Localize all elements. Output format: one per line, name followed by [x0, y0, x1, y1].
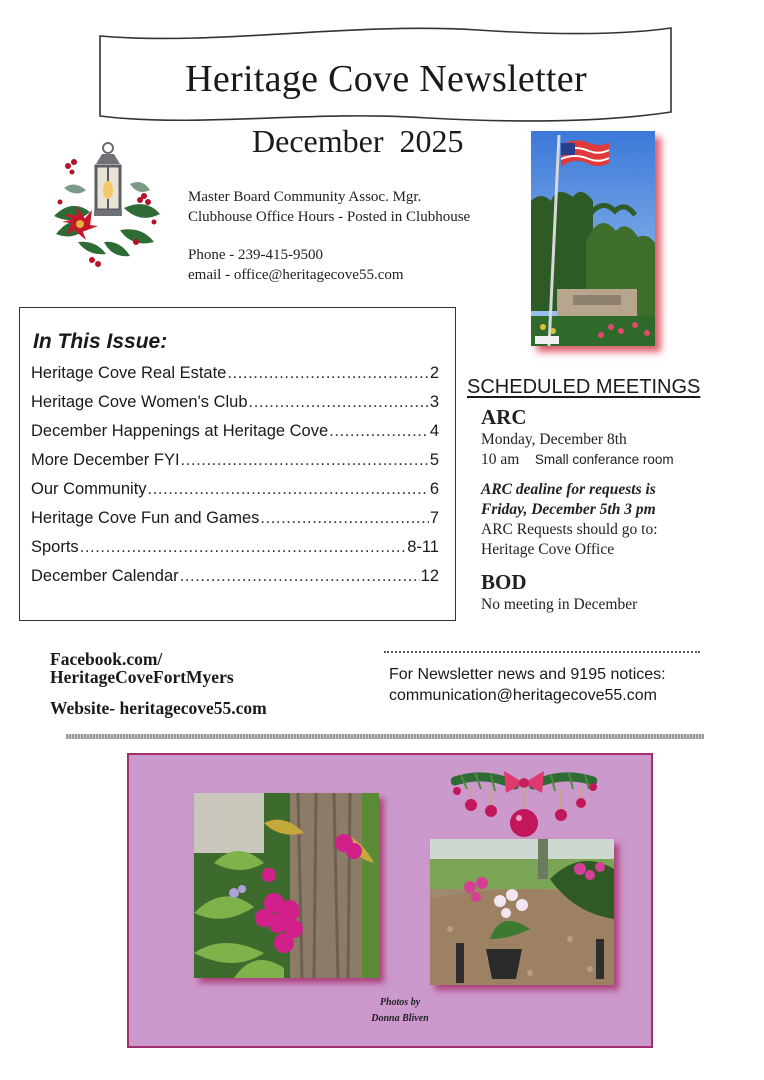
toc-item	[31, 393, 439, 415]
toc-item-title: Heritage Cove Fun and Games	[31, 509, 260, 527]
toc-item-page: 8-11	[407, 538, 439, 556]
arc-time: 10 am	[481, 451, 520, 468]
toc-item-page: 3	[429, 393, 439, 411]
toc-item-page: 7	[429, 509, 439, 527]
toc-item-title: More December FYI	[31, 451, 180, 469]
toc-item-title: December Calendar	[31, 567, 179, 585]
toc-item-title: December Happenings at Heritage Cove	[31, 422, 329, 440]
arc-requests: ARC Requests should go to:	[481, 521, 658, 538]
newsletter-banner	[98, 24, 674, 130]
newsletter-title: Heritage Cove Newsletter	[185, 58, 587, 100]
toc-item	[31, 364, 439, 386]
newsletter-notice-text: For Newsletter news and 9195 notices:	[389, 666, 666, 683]
toc-leader-dots	[227, 364, 428, 383]
contact-hours: Clubhouse Office Hours - Posted in Clubhouse	[188, 209, 471, 225]
arc-deadline: ARC dealine for requests is	[481, 481, 656, 498]
arc-date: Monday, December 8th	[481, 431, 627, 448]
arc-time-room	[481, 450, 674, 470]
toc-leader-dots	[249, 393, 429, 412]
toc-item-page: 6	[429, 480, 439, 498]
facebook-link[interactable]	[50, 650, 234, 686]
toc-item-page: 4	[429, 422, 439, 440]
arc-title: ARC	[481, 405, 527, 429]
section-divider	[66, 734, 704, 739]
toc-item	[31, 567, 439, 589]
bod-meeting	[481, 570, 637, 615]
scheduled-meetings-heading: SCHEDULED MEETINGS	[467, 376, 701, 398]
toc-item	[31, 480, 439, 502]
arc-deadline-date: Friday, December 5th 3 pm	[481, 501, 656, 518]
arc-room: Small conferance room	[534, 452, 674, 467]
bod-title: BOD	[481, 570, 527, 594]
photo-credit	[365, 995, 435, 1027]
toc-item-title: Our Community	[31, 480, 147, 498]
toc-leader-dots	[329, 422, 429, 441]
christmas-lantern-ornament	[44, 138, 168, 274]
toc-item-page: 5	[429, 451, 439, 469]
orchid-tree-photo	[194, 793, 379, 978]
toc-item-page: 12	[420, 567, 439, 585]
contact-info	[188, 187, 470, 285]
facebook-link-line2: HeritageCoveFortMyers	[50, 667, 234, 687]
arc-meeting	[481, 405, 674, 560]
dotted-separator	[384, 651, 700, 653]
toc-leader-dots	[148, 480, 429, 499]
toc-item-page: 2	[429, 364, 439, 382]
photo-credit-line1: Photos by	[379, 997, 421, 1008]
bod-note: No meeting in December	[481, 596, 638, 613]
photo-credit-name: Donna Bliven	[371, 1013, 429, 1024]
toc-item	[31, 422, 439, 444]
toc-leader-dots	[260, 509, 428, 528]
toc-leader-dots	[181, 451, 429, 470]
toc-item	[31, 509, 439, 531]
newsletter-notice	[389, 664, 666, 706]
flag-entrance-photo	[531, 131, 655, 346]
contact-phone: Phone - 239-415-9500	[188, 247, 323, 263]
toc-heading: In This Issue:	[33, 330, 168, 353]
toc-leader-dots	[180, 567, 420, 586]
website-link[interactable]: Website- heritagecove55.com	[50, 698, 267, 718]
facebook-link-line1: Facebook.com/	[50, 649, 163, 669]
issue-date: December 2025	[252, 123, 464, 159]
newsletter-email-link[interactable]: communication@heritagecove55.com	[389, 687, 657, 704]
toc-item-title: Heritage Cove Real Estate	[31, 364, 227, 382]
orchid-garden-photo	[430, 839, 614, 985]
toc-item-title: Heritage Cove Women's Club	[31, 393, 248, 411]
christmas-garland-ornament	[451, 761, 597, 839]
contact-email: email - office@heritagecove55.com	[188, 267, 404, 283]
contact-manager: Master Board Community Assoc. Mgr.	[188, 189, 422, 205]
photo-panel	[127, 753, 653, 1048]
arc-requests-office: Heritage Cove Office	[481, 541, 615, 558]
toc-leader-dots	[80, 538, 407, 557]
toc-item	[31, 451, 439, 473]
toc-item-title: Sports	[31, 538, 79, 556]
in-this-issue-box	[19, 307, 456, 621]
toc-item	[31, 538, 439, 560]
